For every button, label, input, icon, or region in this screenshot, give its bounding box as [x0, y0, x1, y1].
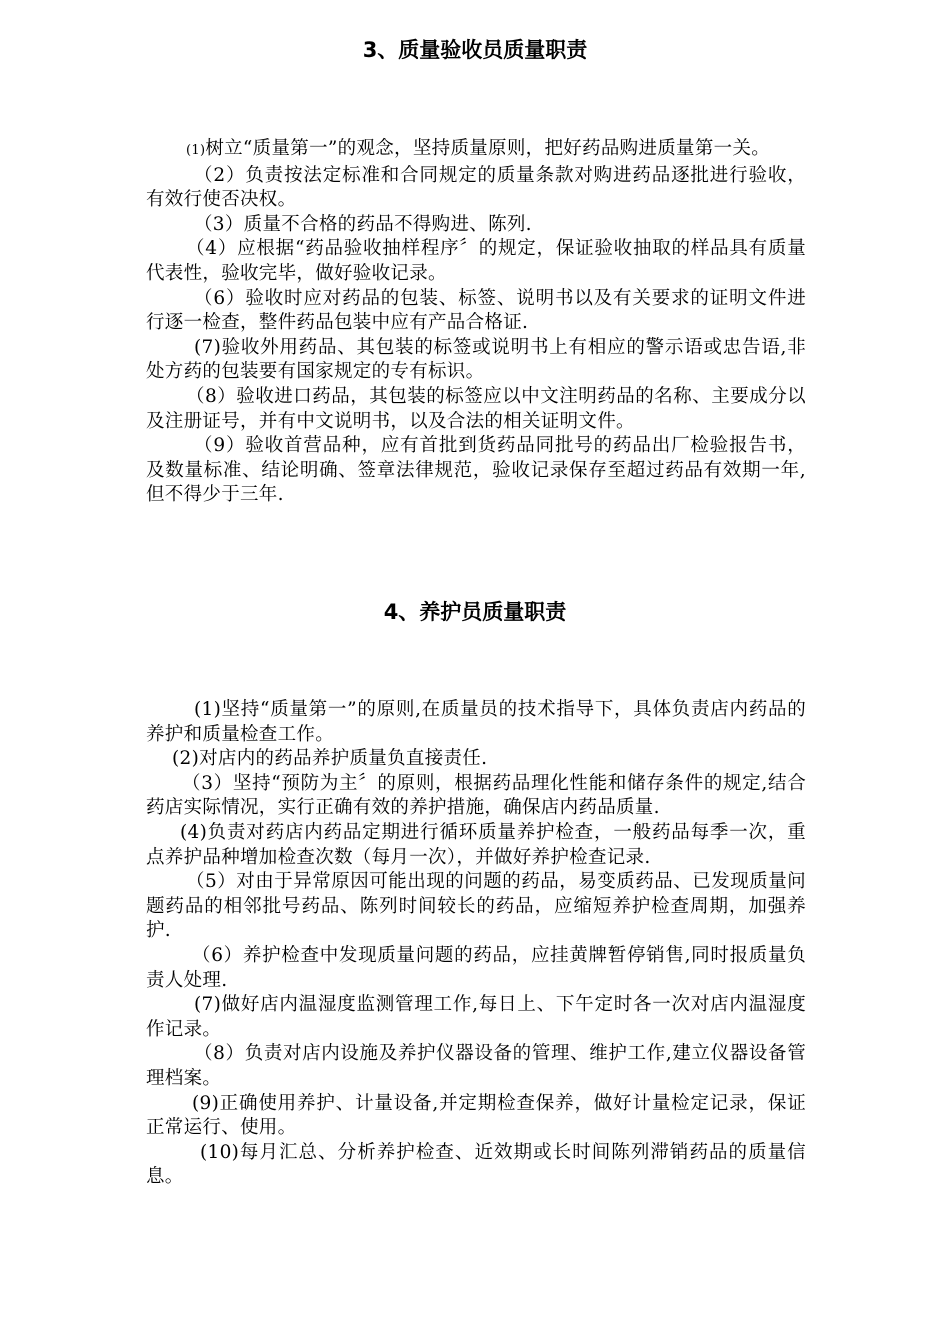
section-4-item-3: （3）坚持“预防为主〞的原则，根据药品理化性能和储存条件的规定,结合药店实际情况，实行正确有效的养护措施，确保店内药品质量. [146, 772, 806, 819]
item-text: 树立“质量第一”的观念，坚持质量原则，把好药品购进质量第一关。 [205, 138, 771, 159]
section-3-body [146, 137, 806, 508]
section-3-item-9: （9）验收首营品种，应有首批到货药品同批号的药品出厂检验报告书，及数量标准、结论明确、签章法律规范，验收记录保存至超过药品有效期一年,但不得少于三年. [146, 435, 806, 506]
section-4-item-2: (2)对店内的药品养护质量负直接责任. [172, 748, 488, 770]
section-4-item-1: (1)坚持“质量第一”的原则,在质量员的技术指导下，具体负责店内药品的养护和质量检查工作。 [146, 699, 806, 745]
item-number: (1) [186, 143, 206, 158]
section-3-item-6: （6）验收时应对药品的包装、标签、说明书以及有关要求的证明文件进行逐一检查，整件药品包装中应有产品合格证. [146, 287, 806, 334]
section-3-title: 3、质量验收员质量职责 [362, 38, 588, 62]
section-4-item-9: (9)正确使用养护、计量设备,并定期检查保养，做好计量检定记录，保证正常运行、使用。 [146, 1092, 806, 1139]
section-3-item-4: （4）应根据“药品验收抽样程序〞的规定，保证验收抽取的样品具有质量代表性，验收完毕，做好验收记录。 [146, 238, 806, 284]
section-4-item-4: (4)负责对药店内药品定期进行循环质量养护检查，一般药品每季一次，重点养护品种增加检查次数（每月一次），并做好养护检查记录. [146, 821, 806, 868]
section-4-body [146, 698, 806, 1190]
section-3-item-1 [146, 137, 806, 164]
section-3-item-7: (7)验收外用药品、其包装的标签或说明书上有相应的警示语或忠告语,非处方药的包装要有国家规定的专有标识。 [146, 336, 806, 383]
section-4-item-8: （8）负责对店内设施及养护仪器设备的管理、维护工作,建立仪器设备管理档案。 [146, 1043, 806, 1089]
section-3-item-2: （2）负责按法定标准和合同规定的质量条款对购进药品逐批进行验收，有效行使否决权。 [146, 164, 806, 211]
section-4-item-7: (7)做好店内温湿度监测管理工作,每日上、下午定时各一次对店内温湿度作记录。 [146, 994, 806, 1040]
section-3-item-8: （8）验收进口药品，其包装的标签应以中文注明药品的名称、主要成分以及注册证号，并有中文说明书，以及合法的相关证明文件。 [146, 385, 806, 432]
section-4-title: 4、养护员质量职责 [383, 600, 567, 624]
section-4-item-10: (10)每月汇总、分析养护检查、近效期或长时间陈列滞销药品的质量信息。 [146, 1141, 806, 1188]
section-4-item-6: （6）养护检查中发现质量问题的药品，应挂黄牌暂停销售,同时报质量负责人处理. [146, 944, 806, 991]
section-4-item-5: （5）对由于异常原因可能出现的问题的药品，易变质药品、已发现质量问题药品的相邻批号药品、陈列时间较长的药品，应缩短养护检查周期，加强养护. [146, 871, 806, 942]
section-3-item-3: （3）质量不合格的药品不得购进、陈列. [194, 213, 532, 235]
